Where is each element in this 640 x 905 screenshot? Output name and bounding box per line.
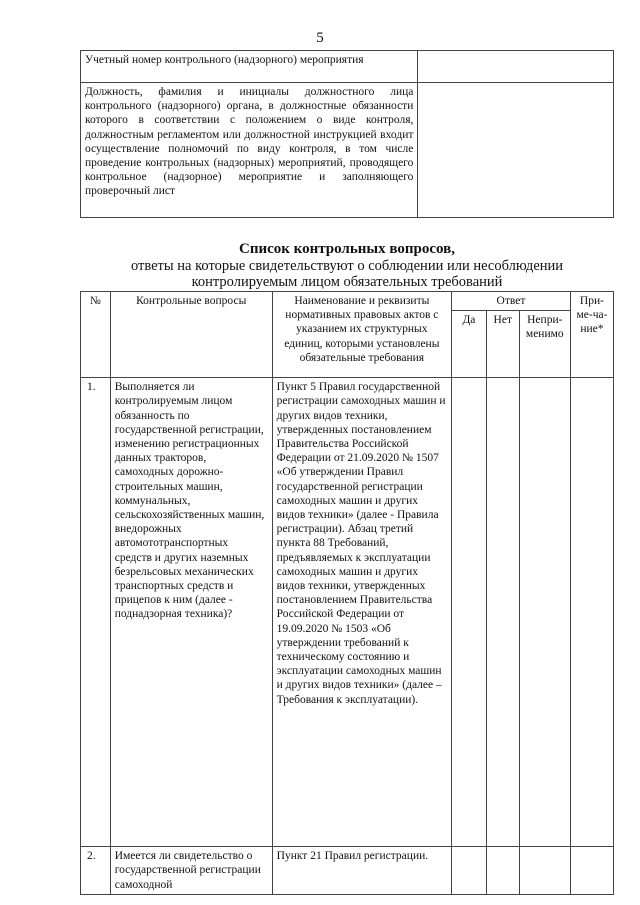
- inspector-position-value: [418, 83, 614, 218]
- row-norms: Пункт 5 Правил государственной регистрации самоходных машин и других видов техники, утвержденных постановлением Правительства Российской Федерации от 21.09.2020 № 1507 «Об утверждении Правил государственной регистрации самоходных машин и других видов техники» (далее - Правила регистрации). Абзац третий пункта 88 Требований, предъявляемых к эксплуатации самоходных машин и других видов техники, утвержденных постановлением Правительства Российской Федерации от 19.09.2020 № 1503 «Об утверждении требований к техническому состоянию и эксплуатации самоходных машин и других видов техники» (далее – Требования к эксплуатации).: [272, 378, 451, 847]
- col-header-norms: Наименование и реквизиты нормативных правовых актов с указанием их структурных единиц, которыми установлены обязательные требования: [272, 292, 451, 378]
- row-note: [570, 847, 613, 895]
- row-answer-yes: [452, 847, 487, 895]
- table-row: [81, 378, 614, 847]
- table-row: [81, 847, 614, 895]
- row-number: 1.: [81, 378, 111, 847]
- col-header-yes: Да: [452, 311, 487, 378]
- section-subtitle-line2: контролируемым лицом обязательных требований: [191, 274, 503, 290]
- row-number: 2.: [81, 847, 111, 895]
- row-answer-yes: [452, 378, 487, 847]
- col-header-not-applicable: Непри-менимо: [519, 311, 570, 378]
- col-header-no: Нет: [486, 311, 519, 378]
- control-event-info-table: [80, 50, 614, 218]
- checklist-table: [80, 291, 614, 895]
- col-header-answer: Ответ: [452, 292, 571, 311]
- inspector-position-label: Должность, фамилия и инициалы должностного лица контрольного (надзорного) органа, в должностные обязанности которого в соответствии с положением о виде контроля, должностным регламентом или должностной инструкцией входит осуществление полномочий по виду контроля, в том числе проведение контрольных (надзорных) мероприятий, проводящего контрольное (надзорное) мероприятие и заполняющего проверочный лист: [81, 83, 418, 218]
- row-answer-no: [486, 378, 519, 847]
- row-answer-no: [486, 847, 519, 895]
- table-row: [81, 83, 614, 218]
- row-norms: Пункт 21 Правил регистрации.: [272, 847, 451, 895]
- row-answer-not-applicable: [519, 847, 570, 895]
- row-answer-not-applicable: [519, 378, 570, 847]
- table-row: [81, 51, 614, 83]
- col-header-number: №: [81, 292, 111, 378]
- page-number: 5: [316, 30, 324, 46]
- control-event-number-label: Учетный номер контрольного (надзорного) мероприятия: [81, 51, 418, 83]
- col-header-question: Контрольные вопросы: [110, 292, 272, 378]
- section-subtitle-line1: ответы на которые свидетельствуют о соблюдении или несоблюдении: [130, 258, 564, 274]
- row-question: Выполняется ли контролируемым лицом обязанность по государственной регистрации, изменению регистрационных данных тракторов, самоходных дорожно-строительных машин, коммунальных, сельскохозяйственных машин, внедорожных автомототранспортных средств и других наземных безрельсовых механических транспортных средств и прицепов к ним (далее - поднадзорная техника)?: [110, 378, 272, 847]
- checklist-header-row: [81, 292, 614, 311]
- row-note: [570, 378, 613, 847]
- section-title: Список контрольных вопросов,: [238, 241, 456, 257]
- row-question: Имеется ли свидетельство о государственной регистрации самоходной: [110, 847, 272, 895]
- col-header-note: При-ме-ча-ние*: [570, 292, 613, 378]
- control-event-number-value: [418, 51, 614, 83]
